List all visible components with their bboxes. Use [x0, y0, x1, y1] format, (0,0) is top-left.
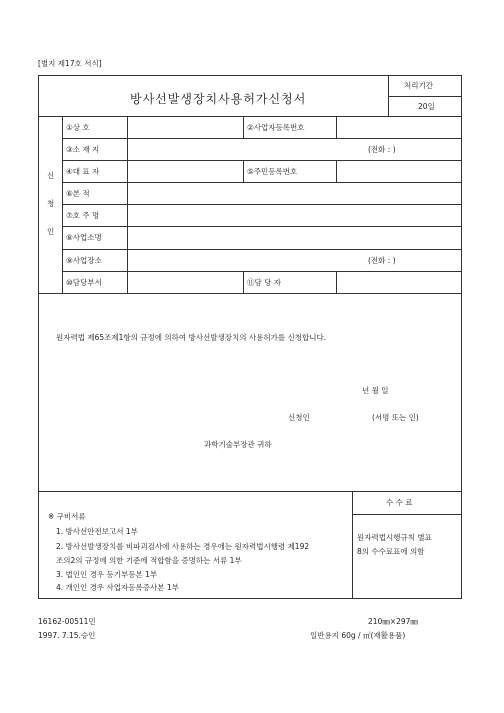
page-title: 방사선발생장치사용허가신청서 [130, 92, 307, 106]
office-location-phone[interactable]: (전화 : ) [368, 256, 396, 265]
trade-name-field[interactable] [128, 117, 242, 138]
signature-field[interactable]: (서명 또는 인) [372, 413, 419, 422]
office-name-label: ⑧사업소명 [66, 233, 102, 242]
registered-address-label: ⑥본 적 [66, 189, 90, 198]
trade-name2-label: ⑦호 주 명 [66, 211, 100, 220]
approval-date: 1997. 7.15.승인 [38, 631, 96, 640]
biz-reg-no-field[interactable] [337, 117, 460, 138]
address-label: ③소 재 지 [66, 145, 100, 154]
processing-period-label: 처리기간 [404, 81, 433, 90]
paper-size: 210㎜×297㎜ [368, 617, 418, 626]
dept-label: ⑩담당부서 [66, 278, 102, 287]
applicant-label-2: 청 [47, 199, 55, 208]
required-doc-item: 조의2의 규정에 의한 기준에 적합함을 증명하는 서류 1부 [56, 556, 242, 565]
fee-heading: 수 수 료 [386, 498, 413, 507]
applicant-label-1: 신 [47, 171, 55, 180]
processing-period-value: 20일 [418, 102, 435, 111]
applicant-label-3: 인 [47, 227, 55, 236]
required-doc-item: 4. 개인인 경우 사업자등록증사본 1부 [56, 583, 179, 592]
form-code: 16162-00511민 [38, 617, 96, 626]
representative-label: ④대 표 자 [66, 167, 100, 176]
office-location-label: ⑨사업장소 [66, 256, 102, 265]
biz-reg-no-label: ②사업자등록번호 [247, 123, 305, 132]
application-statement: 원자력법 제65조제1항의 규정에 의하여 방사선발생장치의 사용허가를 신청합니다. [56, 333, 327, 342]
address-phone[interactable]: (전화 : ) [368, 145, 396, 154]
resident-no-label: ⑤주민등록번호 [247, 167, 298, 176]
paper-spec: 일반용지 60g / ㎡(재활용품) [310, 631, 406, 640]
resident-no-field[interactable] [337, 161, 460, 182]
recipient: 과학기술부장관 귀하 [204, 440, 272, 449]
required-doc-item: 3. 법인인 경우 등기부등본 1부 [56, 570, 158, 579]
person-field[interactable] [337, 272, 460, 293]
representative-field[interactable] [128, 161, 242, 182]
person-label: ⑪담 당 자 [247, 278, 282, 287]
fee-line-2: 8의 수수료표에 의함 [357, 547, 425, 556]
required-doc-item: 2. 방사선발생장치를 비파괴검사에 사용하는 경우에는 원자력법시행령 제192 [56, 542, 310, 551]
dept-field[interactable] [128, 272, 242, 293]
form-number: [별지 제17호 서식] [38, 59, 102, 68]
required-docs-heading: ※ 구비서류 [48, 512, 86, 521]
trade-name-label: ①상 호 [66, 123, 90, 132]
date-line[interactable]: 년 월 일 [362, 386, 389, 395]
fee-line-1: 원자력법시행규칙 별표 [357, 533, 432, 542]
applicant-signature-label: 신청인 [288, 413, 310, 422]
required-doc-item: 1. 방사선안전보고서 1부 [56, 527, 138, 536]
